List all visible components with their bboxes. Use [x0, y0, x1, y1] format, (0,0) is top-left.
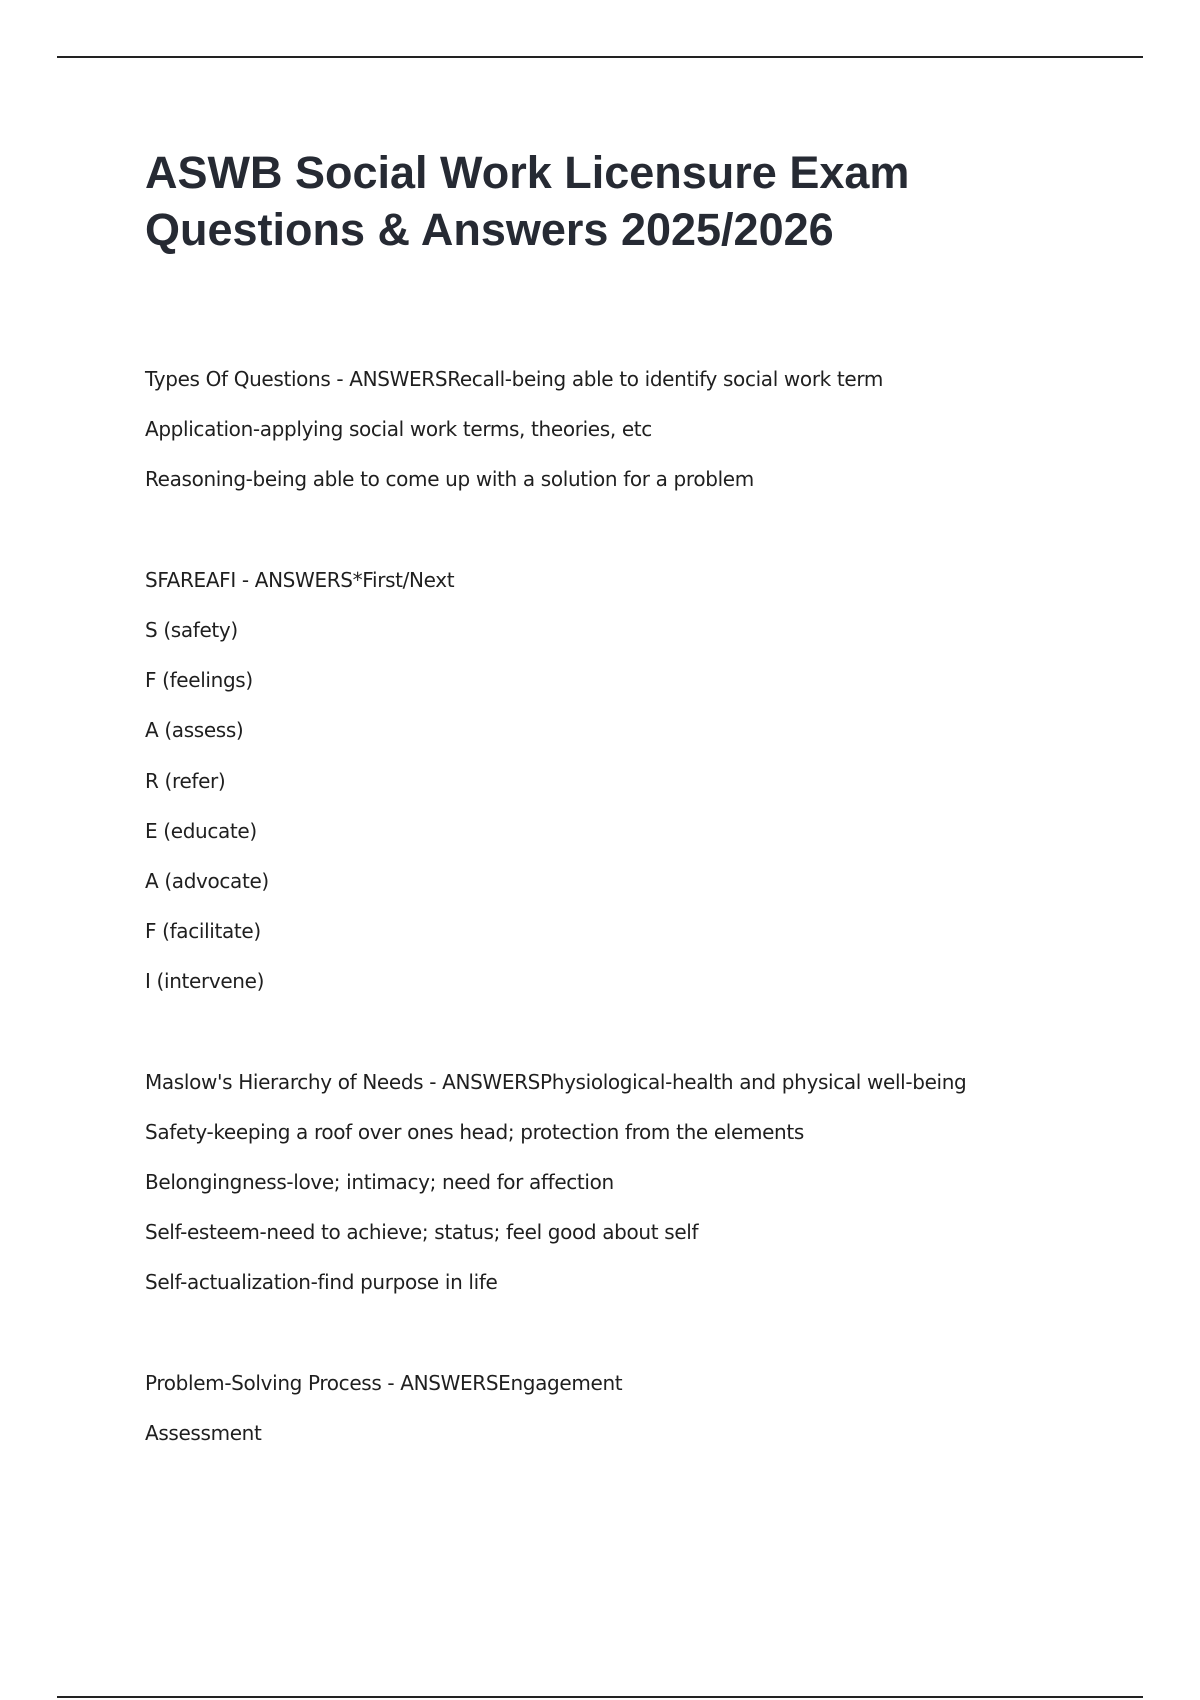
- text-line: S (safety): [145, 617, 238, 642]
- section-maslow: [145, 1057, 1095, 1308]
- text-line: Self-actualization-find purpose in life: [145, 1270, 498, 1295]
- text-line: A (advocate): [145, 868, 269, 893]
- text-line: Safety-keeping a roof over ones head; protection from the elements: [145, 1119, 804, 1144]
- section-spacer: [145, 1006, 1095, 1056]
- title-line-2: Questions & Answers 2025/2026: [145, 204, 834, 255]
- text-line: SFAREAFI - ANSWERS*First/Next: [145, 567, 455, 592]
- text-line: E (educate): [145, 818, 257, 843]
- top-divider: [57, 56, 1143, 58]
- text-line: Self-esteem-need to achieve; status; feel good about self: [145, 1220, 699, 1245]
- text-line: I (intervene): [145, 969, 265, 994]
- section-question-types: [145, 354, 1095, 505]
- text-line: Maslow's Hierarchy of Needs - ANSWERSPhysiological-health and physical well-being: [145, 1069, 967, 1094]
- text-line: A (assess): [145, 718, 244, 743]
- text-line: R (refer): [145, 768, 226, 793]
- section-spacer: [145, 505, 1095, 555]
- document-body: [145, 354, 1095, 1458]
- text-line: F (feelings): [145, 668, 253, 693]
- section-problem-solving: [145, 1358, 1095, 1458]
- text-line: F (facilitate): [145, 919, 261, 944]
- section-sfareafi: [145, 555, 1095, 1007]
- text-line: Belongingness-love; intimacy; need for affection: [145, 1170, 614, 1194]
- text-line: Application-applying social work terms, theories, etc: [145, 417, 652, 442]
- text-line: Assessment: [145, 1420, 262, 1445]
- bottom-divider: [57, 1696, 1143, 1698]
- text-line: Problem-Solving Process - ANSWERSEngagement: [145, 1370, 623, 1395]
- title-line-1: ASWB Social Work Licensure Exam: [145, 147, 910, 198]
- section-spacer: [145, 1308, 1095, 1358]
- document-title: [145, 144, 1045, 258]
- text-line: Reasoning-being able to come up with a solution for a problem: [145, 467, 754, 492]
- text-line: Types Of Questions - ANSWERSRecall-being able to identify social work term: [145, 367, 884, 391]
